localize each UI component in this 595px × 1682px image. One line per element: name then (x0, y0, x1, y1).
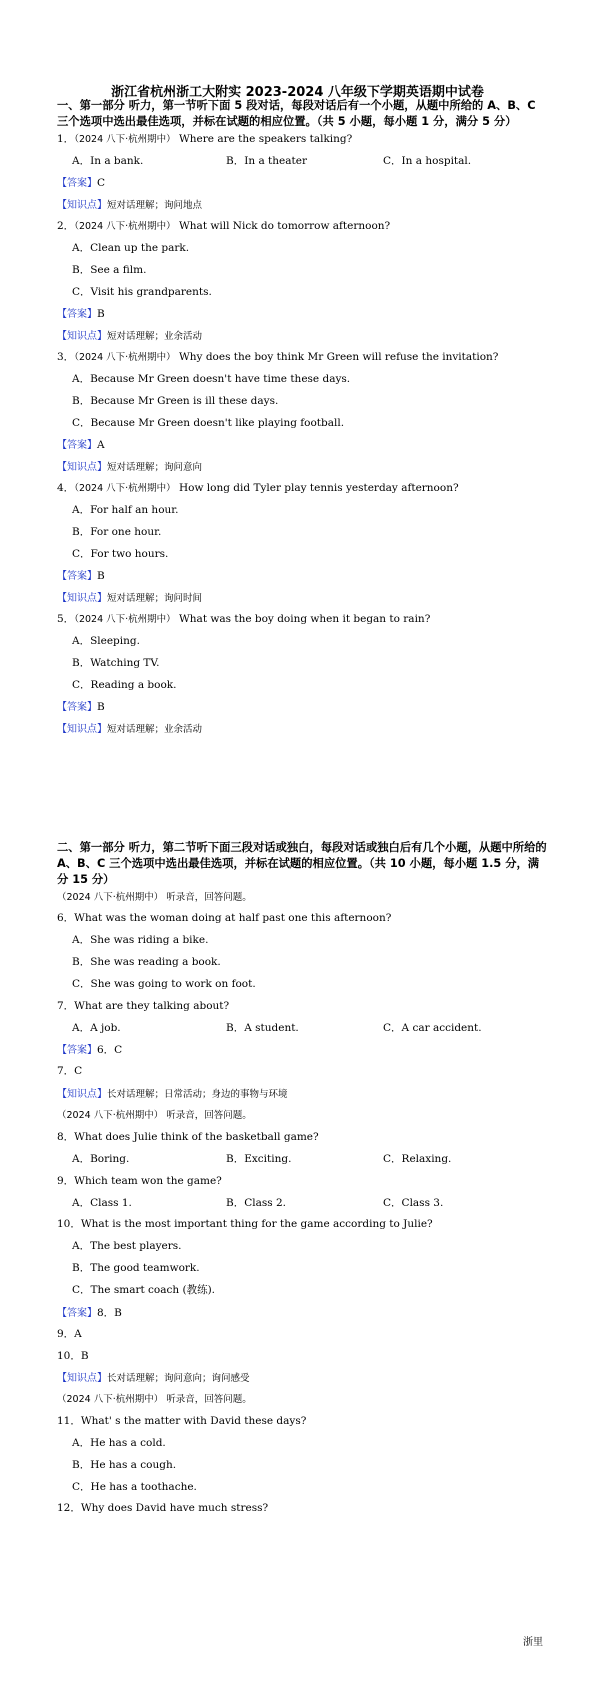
group-2-answer: 【答案】8．B (57, 1307, 122, 1319)
question-5: 5．（2024 八下·杭州期中） What was the boy doing when it began to rain? (57, 613, 431, 625)
q8-option-b: B．Exciting. (226, 1153, 292, 1165)
group-3-intro: （2024 八下·杭州期中） 听录音，回答问题。 (57, 1394, 252, 1405)
q10-option-b: B．The good teamwork. (72, 1262, 200, 1274)
q5-option-b: B．Watching TV. (72, 657, 160, 669)
q5-knowledge: 【知识点】短对话理解；业余活动 (57, 724, 203, 735)
q5-option-a: A．Sleeping. (72, 635, 140, 647)
q10-option-a: A．The best players. (72, 1240, 182, 1252)
question-11: 11．What' s the matter with David these days? (57, 1415, 307, 1427)
question-3: 3．（2024 八下·杭州期中） Why does the boy think Mr Green will refuse the invitation? (57, 351, 499, 363)
q4-answer: 【答案】B (57, 570, 105, 582)
q2-answer: 【答案】B (57, 308, 105, 320)
q3-option-c: C．Because Mr Green doesn't like playing football. (72, 417, 345, 429)
group-1-answer: 【答案】6．C (57, 1044, 123, 1056)
q2-option-a: A．Clean up the park. (72, 242, 190, 254)
question-2: 2．（2024 八下·杭州期中） What will Nick do tomorrow afternoon? (57, 220, 391, 232)
q8-option-c: C．Relaxing. (383, 1153, 452, 1165)
page-footer: 浙里 (523, 1637, 543, 1648)
q1-option-b: B．In a theater (226, 155, 307, 167)
question-8: 8．What does Julie think of the basketball game? (57, 1131, 319, 1143)
question-10: 10．What is the most important thing for the game according to Julie? (57, 1218, 433, 1230)
q10-option-c: C．The smart coach (教练). (72, 1284, 216, 1296)
q1-option-a: A．In a bank. (72, 155, 144, 167)
q1-option-c: C．In a hospital. (383, 155, 472, 167)
group-2-intro: （2024 八下·杭州期中） 听录音，回答问题。 (57, 1110, 252, 1121)
q6-option-a: A．She was riding a bike. (72, 934, 209, 946)
q11-option-b: B．He has a cough. (72, 1459, 177, 1471)
q3-option-b: B．Because Mr Green is ill these days. (72, 395, 279, 407)
q11-option-c: C．He has a toothache. (72, 1481, 197, 1493)
question-4: 4．（2024 八下·杭州期中） How long did Tyler play tennis yesterday afternoon? (57, 482, 459, 494)
q9-option-a: A．Class 1. (72, 1197, 132, 1209)
q7-option-b: B．A student. (226, 1022, 299, 1034)
q9-option-c: C．Class 3. (383, 1197, 444, 1209)
q6-option-b: B．She was reading a book. (72, 956, 221, 968)
q4-knowledge: 【知识点】短对话理解；询问时间 (57, 593, 203, 604)
q7-option-a: A．A job. (72, 1022, 121, 1034)
q11-option-a: A．He has a cold. (72, 1437, 166, 1449)
group-2-answer-3: 10．B (57, 1350, 89, 1362)
q5-answer: 【答案】B (57, 701, 105, 713)
section-1-heading: 一、第一部分 听力，第一节听下面 5 段对话，每段对话后有一个小题，从题中所给的 A、B、C 三个选项中选出最佳选项，并标在试题的相应位置。（共 5 小题，每小题 1 分，满分 5 分） (57, 99, 536, 128)
question-12: 12．Why does David have much stress? (57, 1502, 269, 1514)
q9-option-b: B．Class 2. (226, 1197, 287, 1209)
q3-option-a: A．Because Mr Green doesn't have time these days. (72, 373, 351, 385)
q6-option-c: C．She was going to work on foot. (72, 978, 256, 990)
section-2-heading: 二、第一部分 听力，第二节听下面三段对话或独白，每段对话或独白后有几个小题，从题中所给的 A、B、C 三个选项中选出最佳选项，并标在试题的相应位置。（共 10 小题，每小题 1.5 分，满分 15 分） (57, 841, 547, 886)
group-1-answer-2: 7．C (57, 1065, 83, 1077)
q7-option-c: C．A car accident. (383, 1022, 482, 1034)
q3-knowledge: 【知识点】短对话理解；询问意向 (57, 462, 203, 473)
group-1-knowledge: 【知识点】长对话理解；日常活动；身边的事物与环境 (57, 1089, 288, 1100)
q2-option-b: B．See a film. (72, 264, 147, 276)
question-7: 7．What are they talking about? (57, 1000, 230, 1012)
question-1: 1．（2024 八下·杭州期中） Where are the speakers talking? (57, 133, 353, 145)
q4-option-c: C．For two hours. (72, 548, 169, 560)
q5-option-c: C．Reading a book. (72, 679, 177, 691)
group-2-knowledge: 【知识点】长对话理解；询问意向；询问感受 (57, 1373, 250, 1384)
q2-option-c: C．Visit his grandparents. (72, 286, 212, 298)
q3-answer: 【答案】A (57, 439, 105, 451)
q1-answer: 【答案】C (57, 177, 106, 189)
question-6: 6．What was the woman doing at half past one this afternoon? (57, 912, 392, 924)
q2-knowledge: 【知识点】短对话理解；业余活动 (57, 331, 203, 342)
q4-option-a: A．For half an hour. (72, 504, 179, 516)
page-title: 浙江省杭州浙工大附实 2023-2024 八年级下学期英语期中试卷 (111, 85, 484, 100)
q8-option-a: A．Boring. (72, 1153, 130, 1165)
q4-option-b: B．For one hour. (72, 526, 162, 538)
question-9: 9．Which team won the game? (57, 1175, 222, 1187)
group-2-answer-2: 9．A (57, 1328, 82, 1340)
group-1-intro: （2024 八下·杭州期中） 听录音，回答问题。 (57, 892, 252, 903)
q1-knowledge: 【知识点】短对话理解；询问地点 (57, 200, 203, 211)
